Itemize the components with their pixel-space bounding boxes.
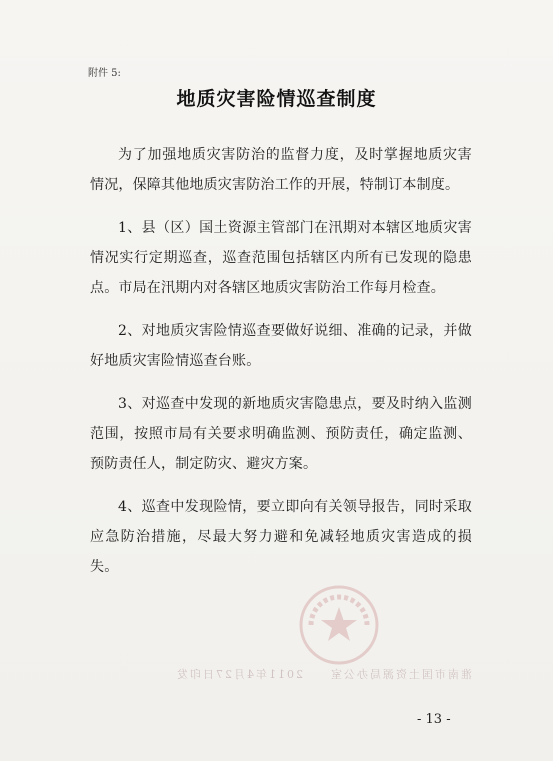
- paragraph-item-3: 3、对巡查中发现的新地质灾害隐患点，要及时纳入监测范围，按照市局有关要求明确监测、预防责任，确定监测、预防责任人，制定防灾、避灾方案。: [90, 396, 472, 472]
- document-title: 地质灾害险情巡查制度: [176, 88, 377, 110]
- page-number: - 13 -: [417, 712, 451, 727]
- paragraph-item-2: 2、对地质灾害险情巡查要做好说细、准确的记录，并做好地质灾害险情巡查台账。: [90, 323, 472, 369]
- paragraph-intro: 为了加强地质灾害防治的监督力度，及时掌握地质灾害情况，保障其他地质灾害防治工作的开展，特制订本制度。: [90, 147, 472, 193]
- document-body: [90, 140, 472, 595]
- paragraph-item-4: 4、巡查中发现险情，要立即向有关领导报告，同时采取应急防治措施，尽最大努力避和免减轻地质灾害造成的损失。: [90, 499, 472, 575]
- bleed-through-footer: 淮南市国土资源局办公室 2011年4月27日印发: [175, 668, 472, 681]
- paragraph-item-1: 1、县（区）国土资源主管部门在汛期对本辖区地质灾害情况实行定期巡查，巡查范围包括辖区内所有已发现的隐患点。市局在汛期内对各辖区地质灾害防治工作每月检查。: [90, 220, 472, 296]
- official-seal-icon: [297, 583, 381, 667]
- attachment-label: 附件 5:: [88, 68, 121, 79]
